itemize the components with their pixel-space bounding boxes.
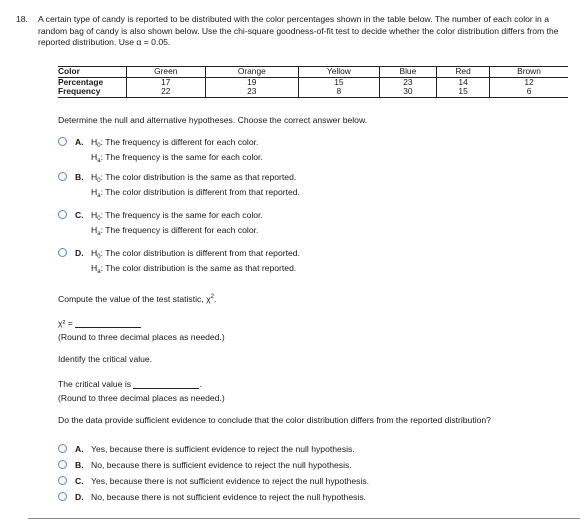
table-cell: 23 (379, 77, 436, 87)
radio-button[interactable] (58, 460, 67, 469)
table-cell: Color (58, 67, 127, 78)
option-letter: D. (75, 248, 84, 258)
option-text: No, because there is not sufficient evidence to reject the null hypothesis. (91, 492, 367, 502)
test-statistic-prompt-line (58, 294, 216, 304)
table-row (58, 77, 568, 87)
table-cell: 19 (205, 77, 299, 87)
table-cell: Brown (490, 67, 568, 78)
critical-value-label: The critical value is (58, 379, 132, 389)
null-hypothesis-text: The color distribution is the same as that reported. (105, 172, 297, 182)
alt-hypothesis-text: The frequency is different for each color. (105, 225, 259, 235)
table-cell: 15 (299, 77, 380, 87)
radio-button[interactable] (58, 444, 67, 453)
chi-square-symbol: $\chi^2$. (206, 294, 217, 304)
question-number: 18. (16, 14, 28, 24)
option-text: Yes, because there is sufficient evidence to reject the null hypothesis. (91, 444, 355, 454)
table-cell: Percentage (58, 76, 104, 87)
radio-button[interactable] (58, 210, 67, 219)
null-hypothesis: $H_0$: The color distribution is different from that reported. (91, 248, 300, 260)
radio-button[interactable] (58, 172, 67, 181)
critical-value-input[interactable] (133, 379, 199, 389)
critical-value-prompt: Identify the critical value. (58, 354, 153, 364)
alt-hypothesis-text: The color distribution is different from that reported. (105, 187, 300, 197)
alt-hypothesis: $H_a$: The color distribution is the same as that reported. (91, 263, 297, 275)
divider (28, 518, 580, 519)
option-letter: A. (75, 444, 84, 454)
table-cell: 30 (379, 87, 436, 97)
radio-button[interactable] (58, 137, 67, 146)
option-letter: A. (75, 137, 84, 147)
round-note: (Round to three decimal places as needed.) (58, 393, 225, 403)
null-hypothesis-text: The frequency is the same for each color. (105, 210, 263, 220)
table-cell: Orange (205, 67, 299, 78)
alt-hypothesis: $H_a$: The frequency is different for each color. (91, 225, 259, 237)
table-cell: 6 (490, 87, 568, 97)
option-text: Yes, because there is not sufficient evidence to reject the null hypothesis. (91, 476, 370, 486)
table-cell: 22 (127, 87, 206, 97)
radio-button[interactable] (58, 476, 67, 485)
table-cell: Green (127, 67, 206, 78)
chi-square-label: χ² = (58, 318, 73, 328)
chi-square-input[interactable] (75, 318, 141, 328)
table-cell: Yellow (299, 67, 380, 78)
null-hypothesis-text: The color distribution is different from that reported. (105, 248, 300, 258)
null-hypothesis: $H_0$: The frequency is the same for each color. (91, 210, 263, 222)
table-cell: 23 (205, 87, 299, 97)
null-hypothesis: $H_0$: The color distribution is the same as that reported. (91, 172, 297, 184)
test-statistic-prompt: Compute the value of the test statistic, (58, 294, 204, 304)
option-letter: B. (75, 460, 84, 470)
color-table (58, 66, 568, 98)
option-letter: D. (75, 492, 84, 502)
option-text: No, because there is sufficient evidence to reject the null hypothesis. (91, 460, 352, 470)
null-hypothesis: $H_0$: The frequency is different for each color. (91, 137, 259, 149)
table-cell: 14 (437, 77, 490, 87)
chi-square-answer-line (58, 318, 141, 328)
table-cell: Red (437, 67, 490, 78)
table-cell: 15 (437, 87, 490, 97)
conclusion-prompt: Do the data provide sufficient evidence to conclude that the color distribution differs from the reported distribution? (58, 415, 491, 425)
alt-hypothesis-text: The color distribution is the same as that reported. (105, 263, 297, 273)
option-letter: C. (75, 210, 84, 220)
hypotheses-prompt: Determine the null and alternative hypotheses. Choose the correct answer below. (58, 115, 368, 125)
alt-hypothesis-text: The frequency is the same for each color. (105, 152, 263, 162)
table-cell: Blue (379, 67, 436, 78)
table-cell: Frequency (58, 86, 101, 97)
question-stem: A certain type of candy is reported to be distributed with the color percentages shown in the table below. The number of each color in a random bag of candy is also shown below. Use the chi-square goodness-of-fit test to decide whether the color distribution differs from the reported distribution. Use α = 0.05. (38, 14, 559, 47)
option-letter: C. (75, 476, 84, 486)
radio-button[interactable] (58, 492, 67, 501)
critical-value-line: The critical value is . (58, 379, 202, 389)
table-cell: 17 (127, 77, 206, 87)
table-cell: 8 (299, 87, 380, 97)
alt-hypothesis: $H_a$: The frequency is the same for each color. (91, 152, 263, 164)
table-header-row (58, 67, 568, 78)
table-row (58, 87, 568, 97)
option-letter: B. (75, 172, 84, 182)
table-cell: 12 (490, 77, 568, 87)
null-hypothesis-text: The frequency is different for each color. (105, 137, 259, 147)
round-note: (Round to three decimal places as needed.) (58, 332, 225, 342)
radio-button[interactable] (58, 248, 67, 257)
alt-hypothesis: $H_a$: The color distribution is different from that reported. (91, 187, 300, 199)
